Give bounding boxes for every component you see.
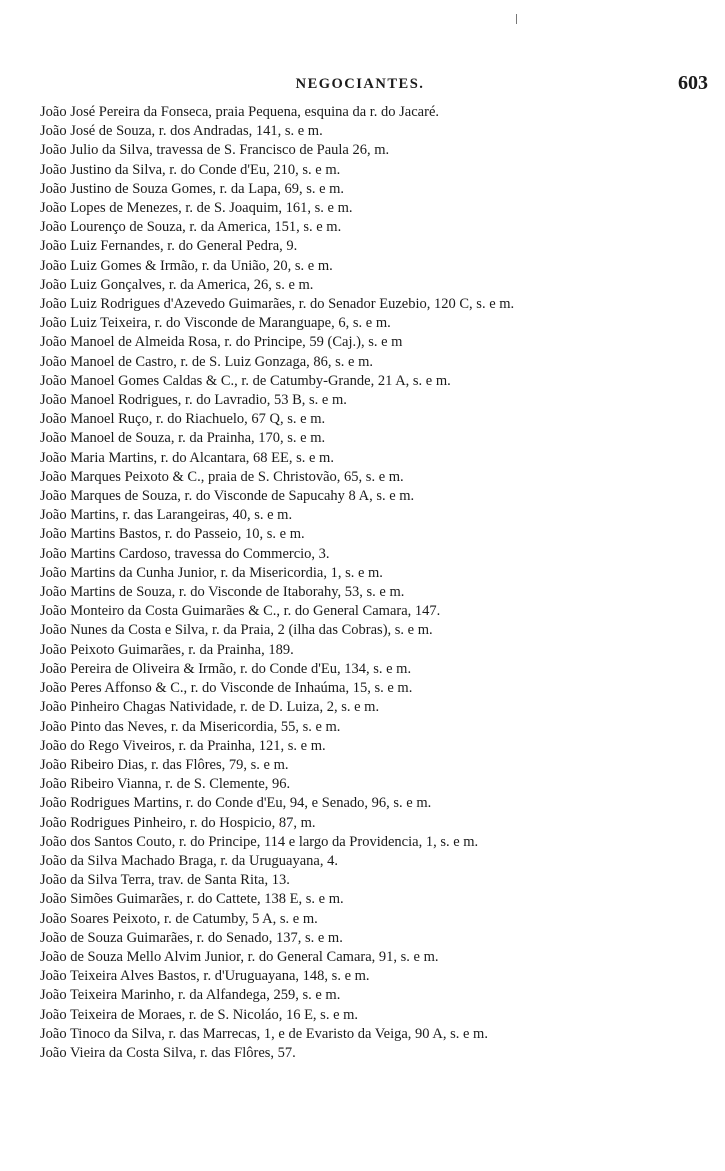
list-item: João José de Souza, r. dos Andradas, 141, s. e m. <box>40 123 323 140</box>
list-item: João Teixeira de Moraes, r. de S. Nicoláo, 16 E, s. e m. <box>40 1006 359 1023</box>
list-item: João Teixeira Marinho, r. da Alfandega, 259, s. e m. <box>40 987 341 1004</box>
list-item: João Luiz Rodrigues d'Azevedo Guimarães, r. do Senador Euzebio, 120 C, s. e m. <box>40 296 515 313</box>
list-item: João Pinheiro Chagas Natividade, r. de D. Luiza, 2, s. e m. <box>40 699 380 716</box>
list-item: João Manoel Ruço, r. do Riachuelo, 67 Q, s. e m. <box>40 411 326 428</box>
list-item: João Manoel de Almeida Rosa, r. do Principe, 59 (Caj.), s. e m <box>40 334 403 351</box>
list-item: João Manoel de Castro, r. de S. Luiz Gonzaga, 86, s. e m. <box>40 353 374 370</box>
list-item: João Pinto das Neves, r. da Misericordia, 55, s. e m. <box>40 718 341 735</box>
list-item: João Manoel de Souza, r. da Prainha, 170, s. e m. <box>40 430 326 447</box>
list-item: João Luiz Gonçalves, r. da America, 26, s. e m. <box>40 276 314 293</box>
list-item: João Martins Bastos, r. do Passeio, 10, s. e m. <box>40 526 305 543</box>
list-item: João Martins de Souza, r. do Visconde de Itaborahy, 53, s. e m. <box>40 584 405 601</box>
list-item: João Soares Peixoto, r. de Catumby, 5 A, s. e m. <box>40 910 318 927</box>
list-item: João de Souza Guimarães, r. do Senado, 137, s. e m. <box>40 929 343 946</box>
list-item: João Simões Guimarães, r. do Cattete, 138 E, s. e m. <box>40 891 344 908</box>
list-item: João Rodrigues Martins, r. do Conde d'Eu, 94, e Senado, 96, s. e m. <box>40 795 432 812</box>
list-item: João dos Santos Couto, r. do Principe, 114 e largo da Providencia, 1, s. e m. <box>40 833 479 850</box>
list-item: João Martins Cardoso, travessa do Commercio, 3. <box>40 545 330 562</box>
list-item: João Tinoco da Silva, r. das Marrecas, 1, e de Evaristo da Veiga, 90 A, s. e m. <box>40 1025 488 1042</box>
list-item: João Justino de Souza Gomes, r. da Lapa, 69, s. e m. <box>40 180 345 197</box>
list-item: João Marques de Souza, r. do Visconde de Sapucahy 8 A, s. e m. <box>40 488 415 505</box>
list-item: João Martins da Cunha Junior, r. da Misericordia, 1, s. e m. <box>40 564 383 581</box>
list-item: João Peixoto Guimarães, r. da Prainha, 189. <box>40 641 294 658</box>
merchant-list <box>40 103 690 1063</box>
page-number: 603 <box>678 72 708 94</box>
list-item: João da Silva Machado Braga, r. da Uruguayana, 4. <box>40 852 338 869</box>
list-item: João Marques Peixoto & C., praia de S. Christovão, 65, s. e m. <box>40 468 404 485</box>
section-heading: NEGOCIANTES. <box>295 76 425 92</box>
list-item: João Martins, r. das Larangeiras, 40, s. e m. <box>40 507 293 524</box>
list-item: João Peres Affonso & C., r. do Visconde de Inhaúma, 15, s. e m. <box>40 680 413 697</box>
page-header <box>40 72 708 98</box>
list-item: João Manoel Rodrigues, r. do Lavradio, 53 B, s. e m. <box>40 392 347 409</box>
list-item: João José Pereira da Fonseca, praia Pequena, esquina da r. do Jacaré. <box>40 104 440 120</box>
list-item: João Pereira de Oliveira & Irmão, r. do Conde d'Eu, 134, s. e m. <box>40 660 412 677</box>
list-item: João da Silva Terra, trav. de Santa Rita, 13. <box>40 872 290 889</box>
list-item: João Rodrigues Pinheiro, r. do Hospicio, 87, m. <box>40 814 316 831</box>
list-item: João Monteiro da Costa Guimarães & C., r. do General Camara, 147. <box>40 603 441 620</box>
list-item: João de Souza Mello Alvim Junior, r. do General Camara, 91, s. e m. <box>40 948 439 965</box>
print-mark <box>516 14 517 24</box>
list-item: João Justino da Silva, r. do Conde d'Eu, 210, s. e m. <box>40 161 341 178</box>
list-item: João Ribeiro Vianna, r. de S. Clemente, 96. <box>40 776 291 793</box>
list-item: João Maria Martins, r. do Alcantara, 68 EE, s. e m. <box>40 449 334 466</box>
list-item: João Vieira da Costa Silva, r. das Flôres, 57. <box>40 1044 296 1061</box>
list-item: João Teixeira Alves Bastos, r. d'Uruguayana, 148, s. e m. <box>40 968 370 985</box>
list-item: João Luiz Gomes & Irmão, r. da União, 20, s. e m. <box>40 257 333 274</box>
list-item: João Nunes da Costa e Silva, r. da Praia, 2 (ilha das Cobras), s. e m. <box>40 622 433 639</box>
list-item: João do Rego Viveiros, r. da Prainha, 121, s. e m. <box>40 737 326 754</box>
list-item: João Ribeiro Dias, r. das Flôres, 79, s. e m. <box>40 756 289 773</box>
list-item: João Julio da Silva, travessa de S. Francisco de Paula 26, m. <box>40 142 390 159</box>
list-item: João Manoel Gomes Caldas & C., r. de Catumby-Grande, 21 A, s. e m. <box>40 372 451 389</box>
list-item: João Lourenço de Souza, r. da America, 151, s. e m. <box>40 219 342 236</box>
list-item: João Luiz Fernandes, r. do General Pedra, 9. <box>40 238 298 255</box>
list-item: João Lopes de Menezes, r. de S. Joaquim, 161, s. e m. <box>40 200 353 217</box>
list-item: João Luiz Teixeira, r. do Visconde de Maranguape, 6, s. e m. <box>40 315 391 332</box>
